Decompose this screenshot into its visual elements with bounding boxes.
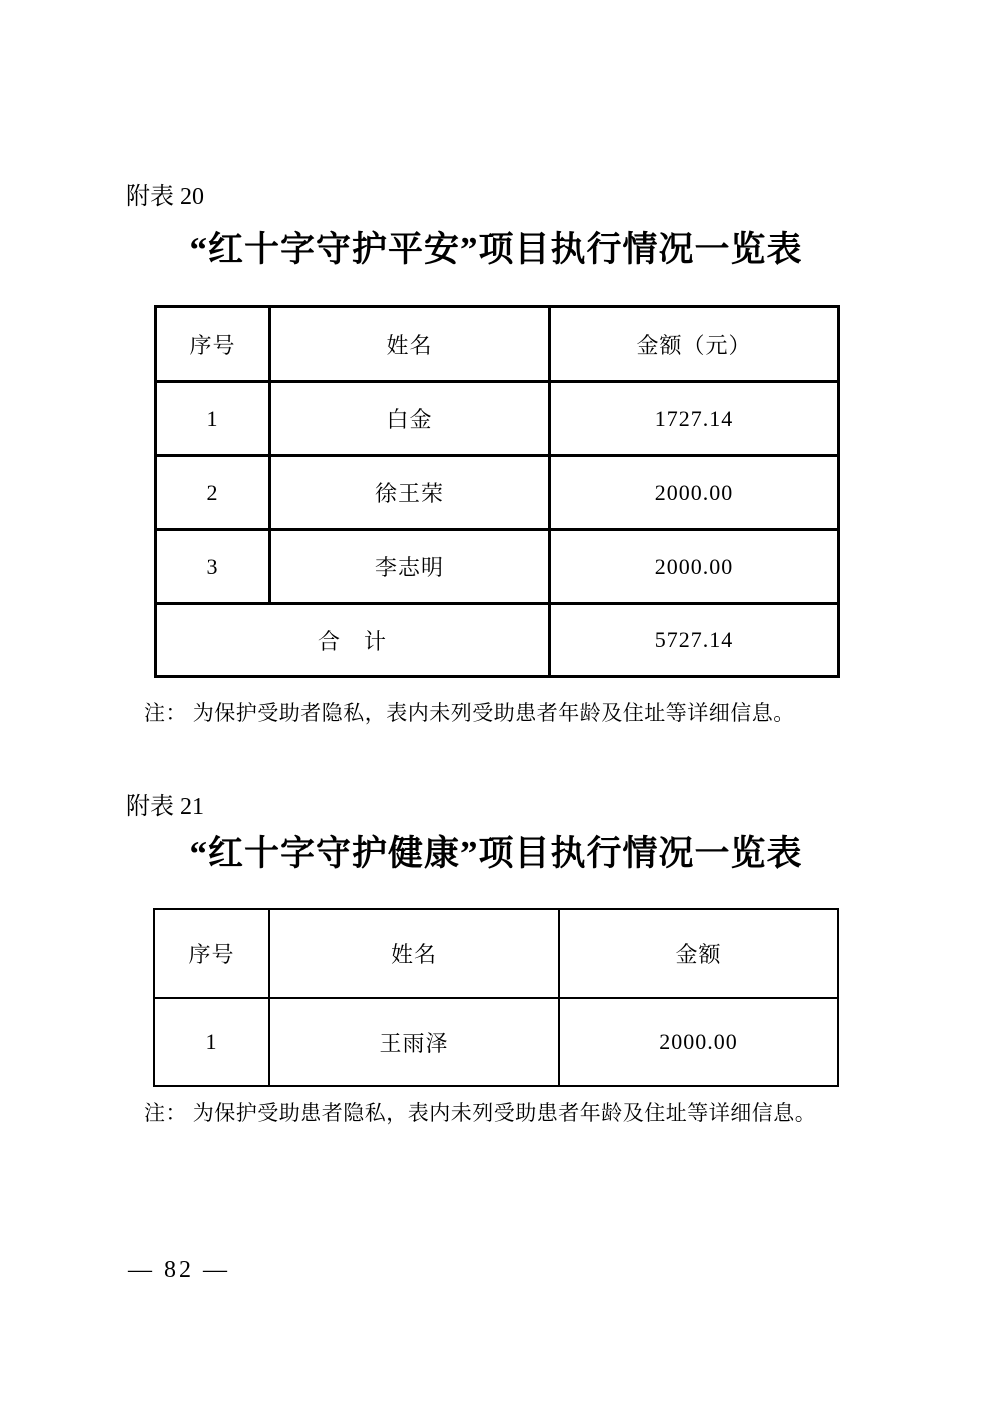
table-row: [154, 998, 838, 1086]
table-header-row: [154, 909, 838, 998]
header-cell-name: 姓名: [269, 909, 559, 998]
cell-amount: 2000.00: [550, 456, 839, 530]
cell-name: 李志明: [270, 530, 550, 604]
cell-amount: 2000.00: [559, 998, 838, 1086]
cell-name: 徐王荣: [270, 456, 550, 530]
header-cell-index: 序号: [154, 909, 269, 998]
project-table-pingan: [154, 305, 840, 678]
total-label-cell: 合 计: [156, 604, 550, 677]
table-header-row: [156, 307, 839, 382]
table-row: [156, 382, 839, 456]
header-cell-name: 姓名: [270, 307, 550, 382]
table-title-jiankang: “红十字守护健康”项目执行情况一览表: [189, 834, 803, 873]
cell-index: 1: [154, 998, 269, 1086]
cell-amount: 1727.14: [550, 382, 839, 456]
header-cell-index: 序号: [156, 307, 270, 382]
header-cell-amount: 金额: [559, 909, 838, 998]
cell-amount: 2000.00: [550, 530, 839, 604]
cell-name: 白金: [270, 382, 550, 456]
cell-index: 2: [156, 456, 270, 530]
cell-index: 3: [156, 530, 270, 604]
privacy-note-jiankang: 注： 为保护受助患者隐私，表内未列受助患者年龄及住址等详细信息。: [144, 1101, 817, 1125]
table-title-pingan: “红十字守护平安”项目执行情况一览表: [189, 230, 803, 269]
page-number: — 82 —: [128, 1257, 230, 1283]
appendix-label-21: 附表 21: [126, 794, 204, 820]
table-row: [156, 530, 839, 604]
cell-name: 王雨泽: [269, 998, 559, 1086]
table-total-row: [156, 604, 839, 677]
privacy-note-pingan: 注： 为保护受助者隐私，表内未列受助患者年龄及住址等详细信息。: [144, 701, 795, 725]
table-row: [156, 456, 839, 530]
header-cell-amount: 金额（元）: [550, 307, 839, 382]
appendix-label-20: 附表 20: [126, 184, 204, 210]
cell-index: 1: [156, 382, 270, 456]
total-amount-cell: 5727.14: [550, 604, 839, 677]
project-table-jiankang: [153, 908, 839, 1087]
